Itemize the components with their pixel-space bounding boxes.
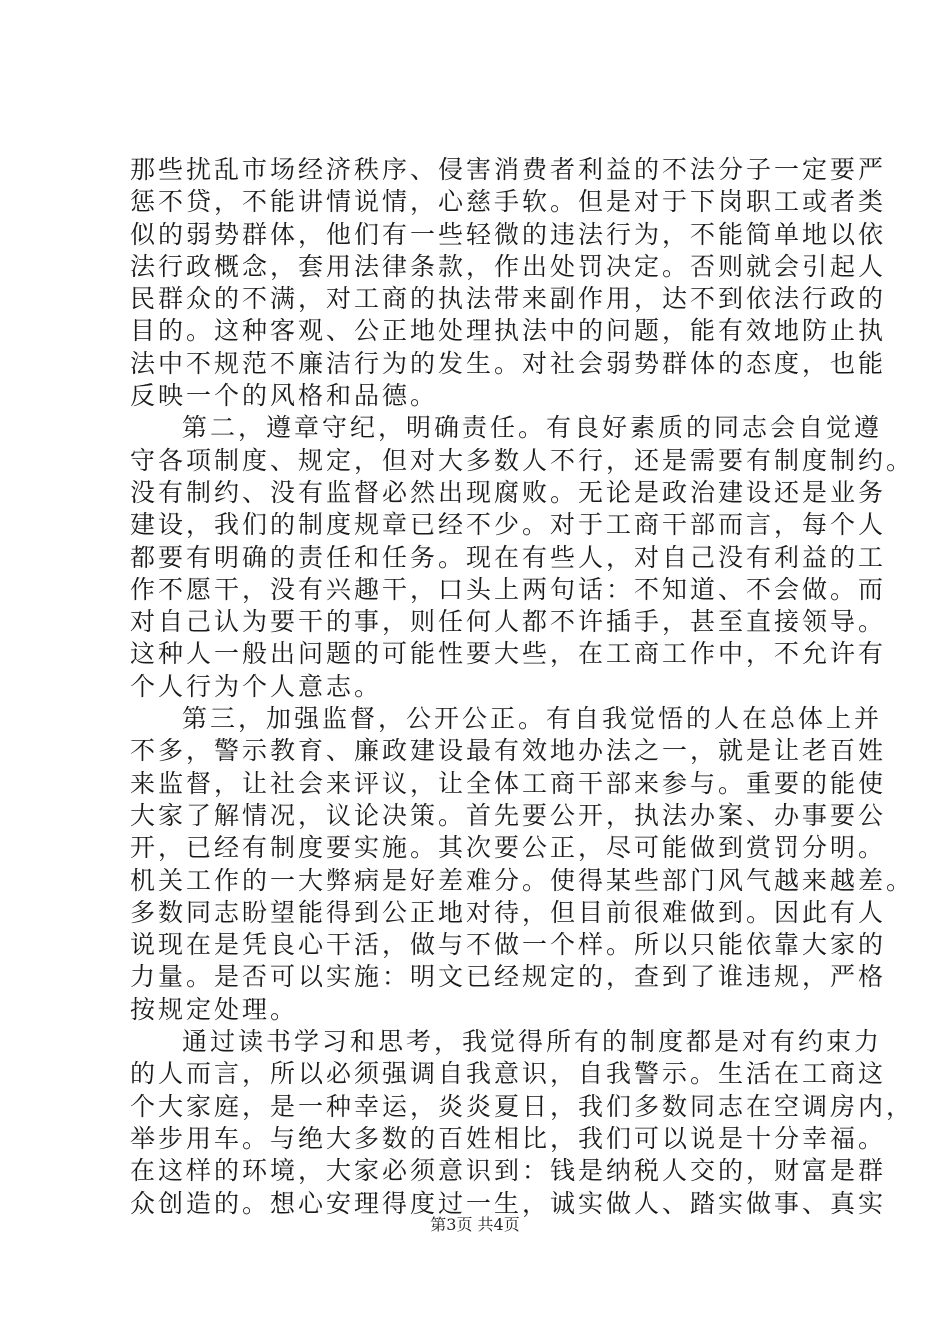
- text-line: 说现在是凭良心干活，做与不做一个样。所以只能依靠大家的: [130, 930, 887, 960]
- text-line: 守各项制度、规定，但对大多数人不行，还是需要有制度制约。: [130, 445, 915, 475]
- paragraph-start-line: 第二，遵章守纪，明确责任。有良好素质的同志会自觉遵: [182, 413, 883, 443]
- text-line: 个人行为个人意志。: [130, 671, 383, 701]
- text-line: 建设，我们的制度规章已经不少。对于工商干部而言，每个人: [130, 510, 887, 540]
- text-line: 个大家庭，是一种幸运，炎炎夏日，我们多数同志在空调房内，: [130, 1091, 915, 1121]
- text-line: 大家了解情况，议论决策。首先要公开，执法办案、办事要公: [130, 800, 887, 830]
- text-line: 众创造的。想心安理得度过一生，诚实做人、踏实做事、真实: [130, 1188, 887, 1218]
- text-line: 目的。这种客观、公正地处理执法中的问题，能有效地防止执: [130, 316, 887, 346]
- body-text: [130, 154, 915, 1220]
- text-line: 这种人一般出问题的可能性要大些，在工商工作中，不允许有: [130, 639, 887, 669]
- text-line: 的人而言，所以必须强调自我意识，自我警示。生活在工商这: [130, 1059, 887, 1089]
- text-line: 举步用车。与绝大多数的百姓相比，我们可以说是十分幸福。: [130, 1123, 887, 1153]
- text-line: 来监督，让社会来评议，让全体工商干部来参与。重要的能使: [130, 768, 887, 798]
- text-line: 开，已经有制度要实施。其次要公正，尽可能做到赏罚分明。: [130, 833, 887, 863]
- text-line: 法行政概念，套用法律条款，作出处罚决定。否则就会引起人: [130, 251, 887, 281]
- text-line: 机关工作的一大弊病是好差难分。使得某些部门风气越来越差。: [130, 865, 915, 895]
- text-line: 在这样的环境，大家必须意识到：钱是纳税人交的，财富是群: [130, 1156, 887, 1186]
- text-line: 不多，警示教育、廉政建设最有效地办法之一，就是让老百姓: [130, 736, 887, 766]
- paragraph-start-line: 通过读书学习和思考，我觉得所有的制度都是对有约束力: [182, 1027, 883, 1057]
- text-line: 民群众的不满，对工商的执法带来副作用，达不到依法行政的: [130, 284, 887, 314]
- text-line: 按规定处理。: [130, 994, 299, 1024]
- text-line: 那些扰乱市场经济秩序、侵害消费者利益的不法分子一定要严: [130, 155, 887, 184]
- text-line: 反映一个的风格和品德。: [130, 381, 439, 411]
- text-line: 法中不规范不廉洁行为的发生。对社会弱势群体的态度，也能: [130, 348, 887, 378]
- text-line: 都要有明确的责任和任务。现在有些人，对自己没有利益的工: [130, 542, 887, 572]
- text-line: 似的弱势群体，他们有一些轻微的违法行为，不能简单地以依: [130, 219, 887, 249]
- text-line: 力量。是否可以实施：明文已经规定的，查到了谁违规，严格: [130, 962, 887, 992]
- text-line: 对自己认为要干的事，则任何人都不许插手，甚至直接领导。: [130, 607, 887, 637]
- page-number-footer: 第3页 共4页: [430, 1215, 520, 1234]
- text-line: 多数同志盼望能得到公正地对待，但目前很难做到。因此有人: [130, 897, 887, 927]
- paragraph-start-line: 第三，加强监督，公开公正。有自我觉悟的人在总体上并: [182, 704, 883, 734]
- text-line: 惩不贷，不能讲情说情，心慈手软。但是对于下岗职工或者类: [130, 187, 887, 217]
- text-line: 作不愿干，没有兴趣干，口头上两句话：不知道、不会做。而: [130, 574, 887, 604]
- text-line: 没有制约、没有监督必然出现腐败。无论是政治建设还是业务: [130, 477, 887, 507]
